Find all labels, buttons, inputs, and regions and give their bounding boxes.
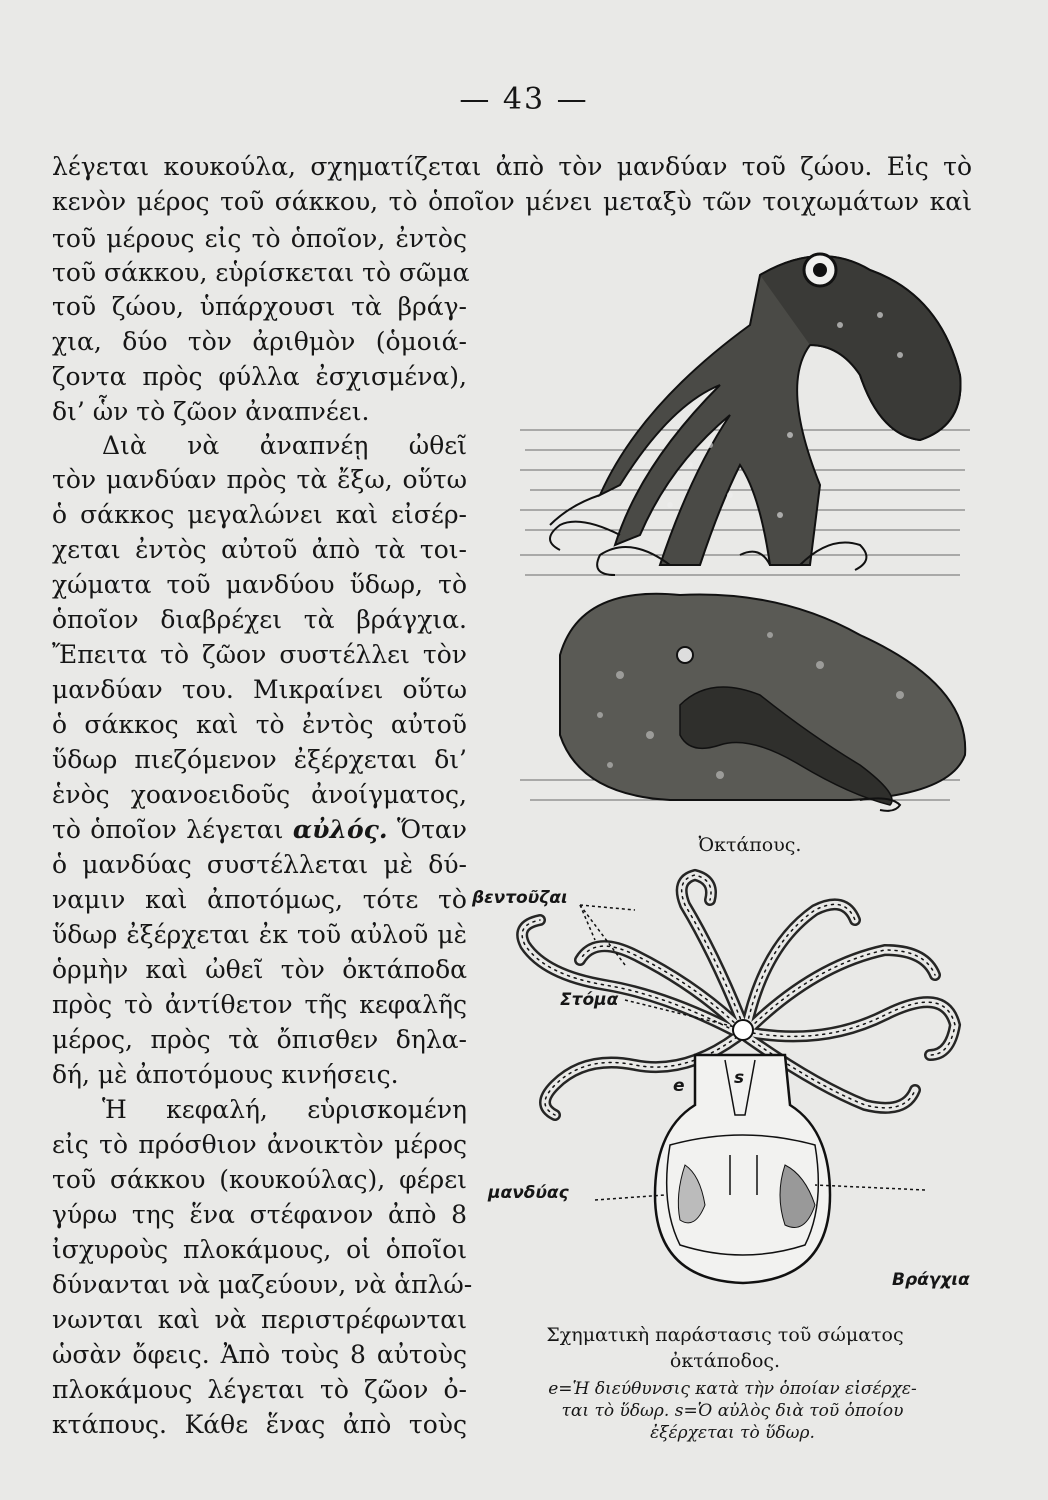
- label-s: s: [734, 1068, 745, 1088]
- label-gills: Βράγχια: [892, 1270, 970, 1290]
- figure2-caption-line2: ὀκτάποδος.: [669, 1350, 781, 1372]
- text-line: λέγεται κουκούλα, σχηματίζεται ἀπὸ τὸν μανδύαν τοῦ ζώου. Εἰς τὸ: [52, 152, 972, 181]
- text-line: ζοντα πρὸς φύλλα ἐσχισμένα),: [52, 362, 467, 391]
- label-mantle: μανδύας: [488, 1183, 569, 1203]
- text-line: ὕδωρ ἐξέρχεται ἐκ τοῦ αὐλοῦ μὲ: [52, 920, 467, 949]
- octopus-schematic: [485, 865, 975, 1310]
- text-line: τοῦ μέρους εἰς τὸ ὁποῖον, ἐντὸς: [52, 224, 467, 253]
- figure2-note-line3: ἐξέρχεται τὸ ὕδωρ.: [650, 1423, 815, 1443]
- text-line: πλοκάμους λέγεται τὸ ζῶον ὀ-: [52, 1375, 467, 1404]
- text-line: δύνανται νὰ μαζεύουν, νὰ ἁπλώ-: [52, 1270, 473, 1299]
- label-e: e: [673, 1076, 685, 1096]
- emphasis-term: αὐλός.: [292, 815, 388, 844]
- octopus-engraving: [520, 235, 970, 825]
- page-number: — 43 —: [459, 82, 589, 117]
- text-line: κτάπους. Κάθε ἕνας ἀπὸ τοὺς: [52, 1410, 467, 1439]
- text-line: χια, δύο τὸν ἀριθμὸν (ὁμοιά-: [52, 327, 467, 356]
- text-line: ὕδωρ πιεζόμενον ἐξέρχεται δι’: [52, 745, 467, 774]
- text-line: ἰσχυροὺς πλοκάμους, οἱ ὁποῖοι: [52, 1235, 467, 1264]
- text-line: μανδύαν του. Μικραίνει οὕτω: [52, 675, 467, 704]
- text-line: ὁποῖον διαβρέχει τὰ βράγχια.: [52, 605, 467, 634]
- text-line: μέρος, πρὸς τὰ ὄπισθεν δηλα-: [52, 1025, 467, 1054]
- figure1-caption: Ὀκτάπους.: [698, 834, 802, 856]
- text-line: τοῦ σάκκου, εὑρίσκεται τὸ σῶμα: [52, 258, 470, 287]
- text-line: εἰς τὸ πρόσθιον ἀνοικτὸν μέρος: [52, 1130, 467, 1159]
- figure2-note-line2: ται τὸ ὕδωρ. s=Ὁ αὐλὸς διὰ τοῦ ὁποίου: [561, 1401, 904, 1421]
- text-line: πρὸς τὸ ἀντίθετον τῆς κεφαλῆς: [52, 990, 467, 1019]
- text-line-with-emphasis: [52, 813, 467, 847]
- text-line: κενὸν μέρος τοῦ σάκκου, τὸ ὁποῖον μένει μεταξὺ τῶν τοιχωμάτων καὶ: [52, 187, 972, 216]
- text-line: γύρω της ἕνα στέφανον ἀπὸ 8: [52, 1200, 467, 1229]
- text-line: ὁρμὴν καὶ ὠθεῖ τὸν ὀκτάποδα: [52, 955, 467, 984]
- text-line: χώματα τοῦ μανδύου ὕδωρ, τὸ: [52, 570, 467, 599]
- text-line: χεται ἐντὸς αὐτοῦ ἀπὸ τὰ τοι-: [52, 535, 467, 564]
- text-line: ἑνὸς χοανοειδοῦς ἀνοίγματος,: [52, 780, 467, 809]
- text-line: ναμιν καὶ ἀποτόμως, τότε τὸ: [52, 885, 467, 914]
- text-line: Ἡ κεφαλή, εὑρισκομένη: [102, 1095, 467, 1124]
- text-line: δι’ ὧν τὸ ζῶον ἀναπνέει.: [52, 397, 370, 426]
- text-line: ὡσὰν ὄφεις. Ἀπὸ τοὺς 8 αὐτοὺς: [52, 1340, 467, 1369]
- text-line: Ἔπειτα τὸ ζῶον συστέλλει τὸν: [52, 640, 467, 669]
- text-line: νωνται καὶ νὰ περιστρέφωνται: [52, 1305, 467, 1334]
- label-mouth: Στόμα: [560, 990, 619, 1010]
- text-line: Διὰ νὰ ἀναπνέῃ ὠθεῖ: [102, 431, 467, 460]
- text-line: ὁ σάκκος καὶ τὸ ἐντὸς αὐτοῦ: [52, 710, 467, 739]
- text-line: τοῦ ζώου, ὑπάρχουσι τὰ βράγ-: [52, 292, 467, 321]
- text-fragment: τὸ ὁποῖον λέγεται: [52, 815, 284, 844]
- text-line: τὸν μανδύαν πρὸς τὰ ἔξω, οὕτω: [52, 465, 467, 494]
- text-line: ὁ μανδύας συστέλλεται μὲ δύ-: [52, 850, 467, 879]
- figure2-note-line1: e=Ἡ διεύθυνσις κατὰ τὴν ὁποίαν εἰσέρχε-: [548, 1379, 917, 1399]
- text-line: δή, μὲ ἀποτόμους κινήσεις.: [52, 1060, 399, 1089]
- text-line: τοῦ σάκκου (κουκούλας), φέρει: [52, 1165, 467, 1194]
- figure2-caption-line1: Σχηματικὴ παράστασις τοῦ σώματος: [546, 1324, 904, 1346]
- text-fragment: Ὅταν: [397, 815, 468, 844]
- text-line: ὁ σάκκος μεγαλώνει καὶ εἰσέρ-: [52, 500, 467, 529]
- label-suckers: βεντοῦζαι: [472, 888, 568, 908]
